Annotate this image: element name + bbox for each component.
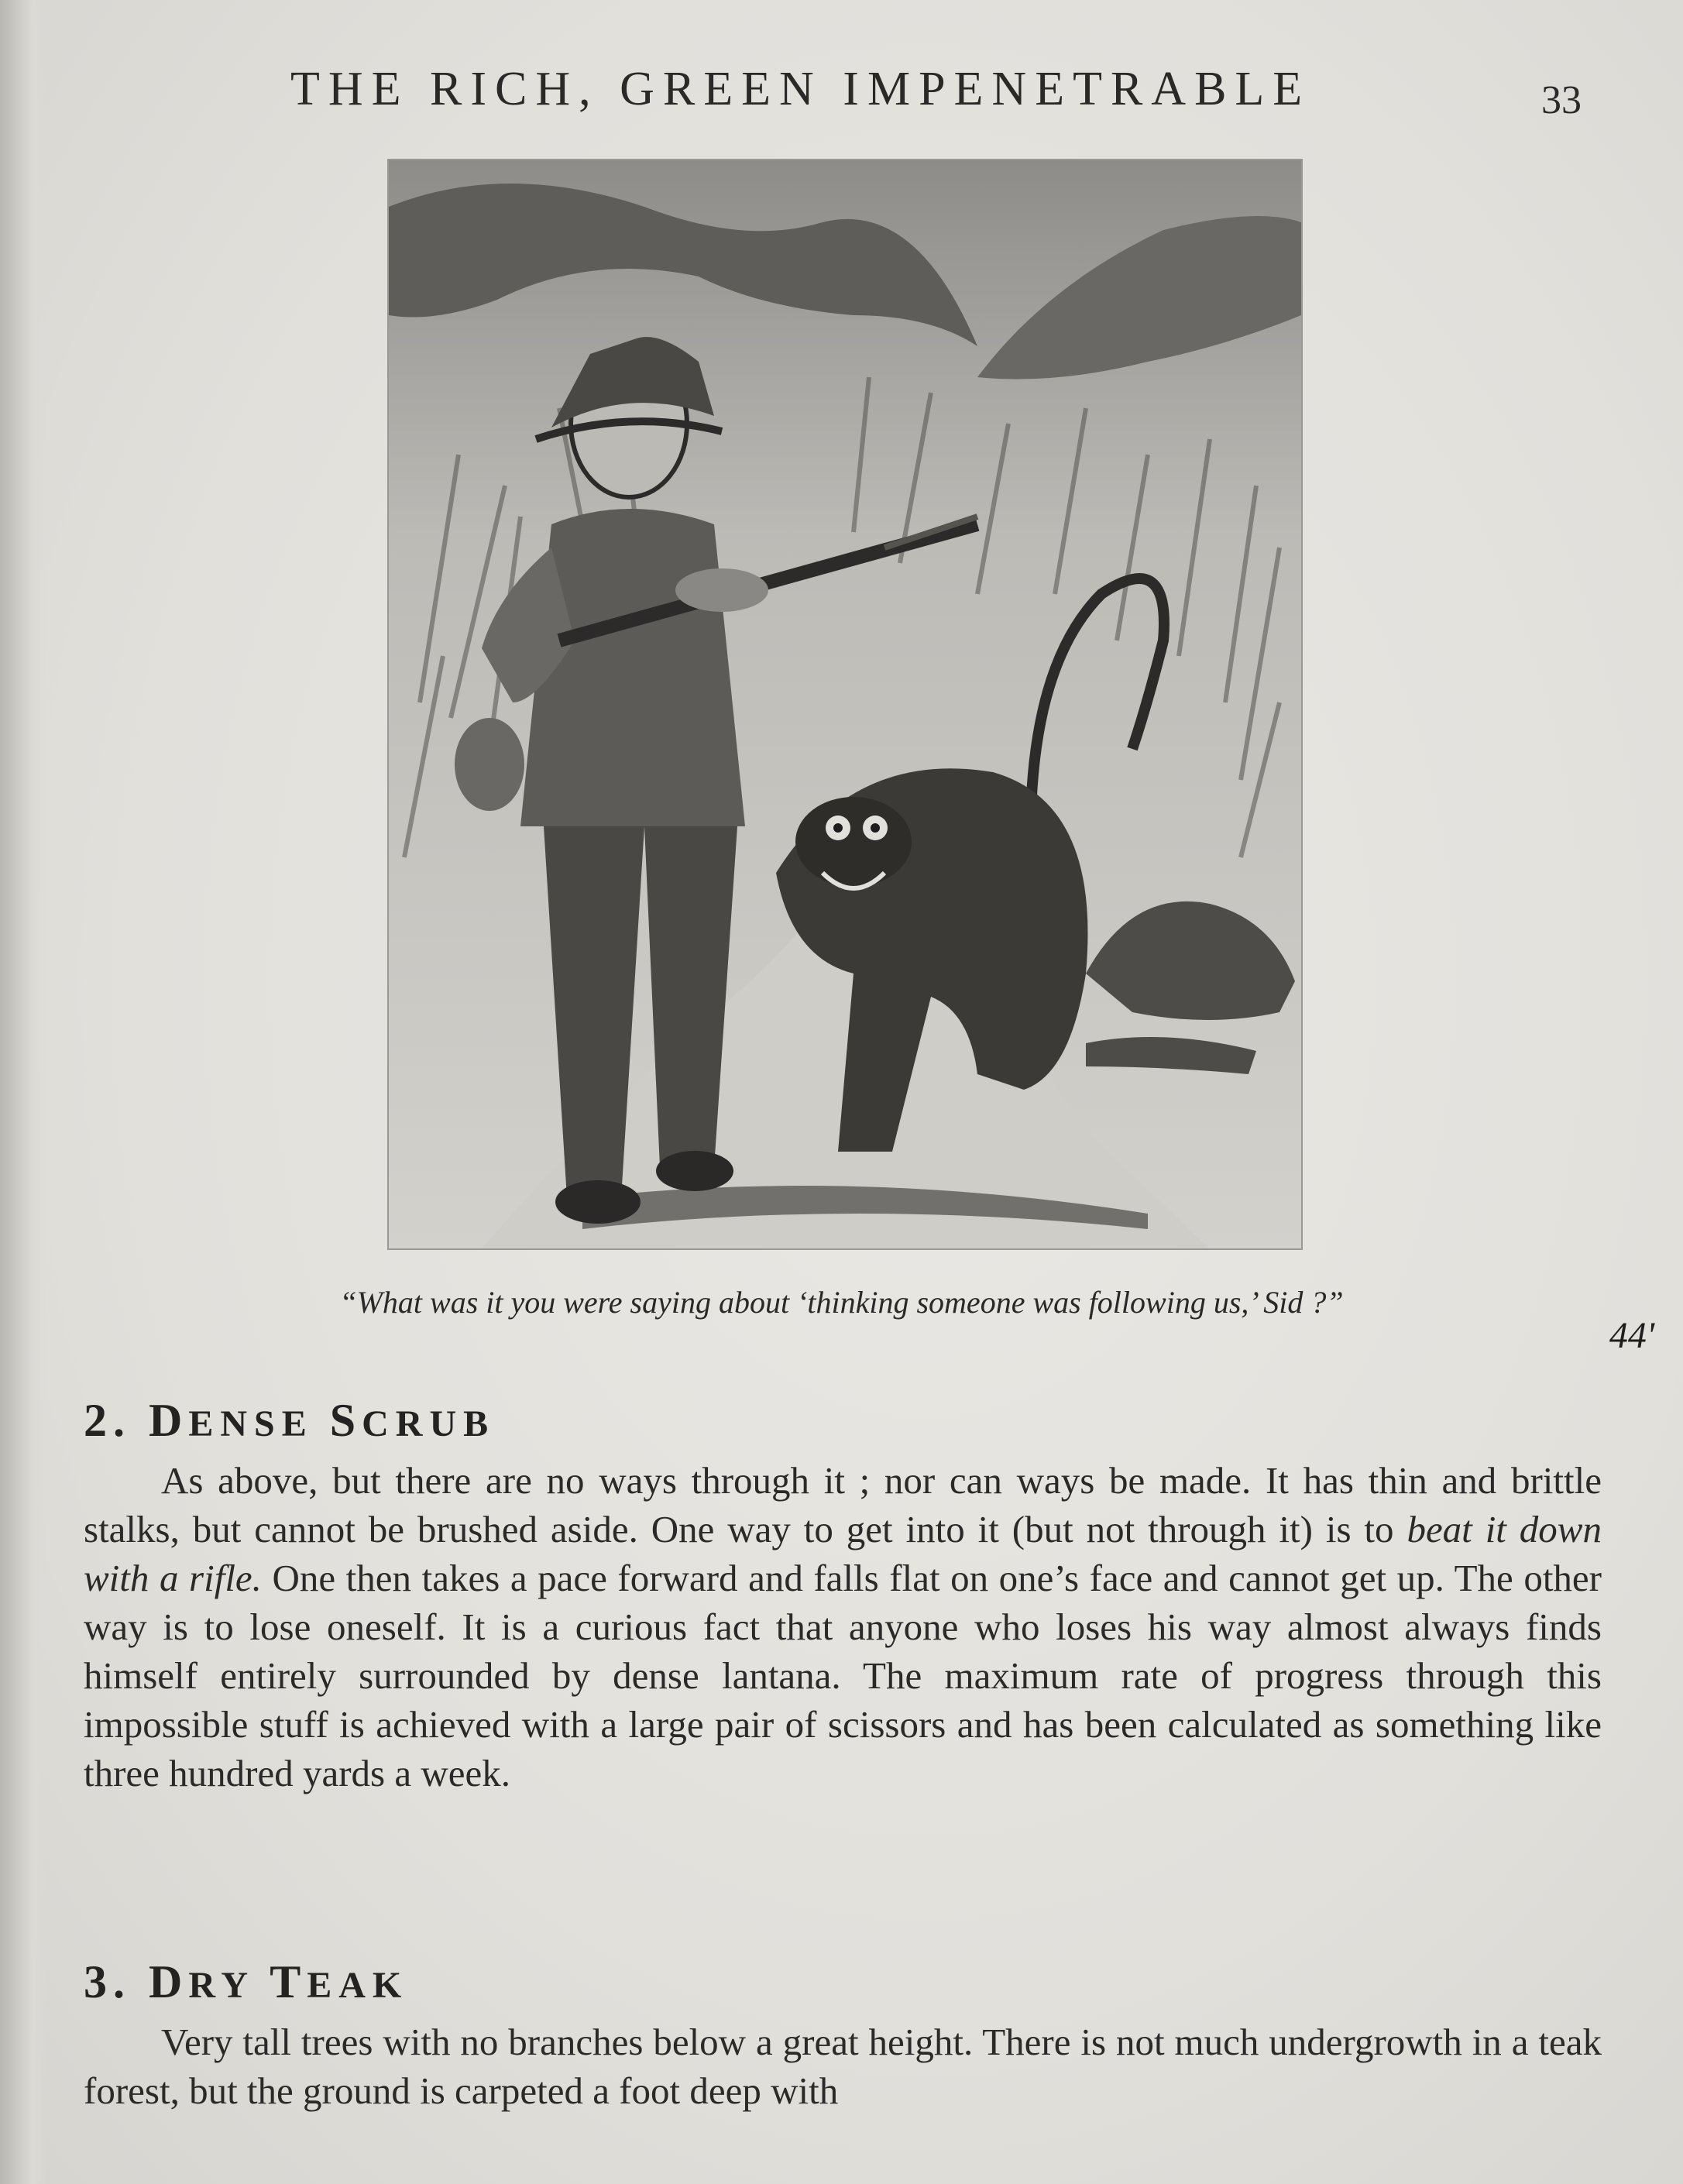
page-number: 33: [1541, 78, 1582, 122]
section-heading: [84, 1394, 1602, 1456]
paragraph-italic-text: beat it down with a rifle.: [84, 1508, 1602, 1599]
section-number: 3.: [84, 1956, 131, 2007]
section-dense-scrub: [84, 1394, 1602, 1798]
section-title-initial: D: [149, 1956, 189, 2007]
section-title-rest: RY: [188, 1965, 270, 2006]
section-title-rest-2: CRUB: [362, 1403, 496, 1444]
paragraph-text-continued: One then takes a pace forward and falls flat on one’s face and cannot get up. The other way is to lose oneself. It is a curious fact that anyone who loses his way almost always finds himself entirely surrounded by dense lantana. The maximum rate of progress through this impossible stuff is achieved with a large pair of scissors and has been calculated as something like three hundred yards a week.: [84, 1557, 1602, 1794]
section-number: 2.: [84, 1395, 131, 1446]
running-head: THE RICH, GREEN IMPENETRABLE: [290, 63, 1311, 115]
section-title-initial: D: [149, 1395, 189, 1446]
page-gutter-shadow: [0, 0, 46, 2184]
paragraph: Very tall trees with no branches below a great height. There is not much undergrowth in a teak forest, but the ground is carpeted a foot deep with: [84, 2021, 1602, 2112]
jungle-cartoon-drawing: [389, 160, 1301, 1248]
paragraph-text: As above, but there are no ways through it ; nor can ways be made. It has thin and brittle stalks, but cannot be brushed aside. One way to get into it (but not through it) is to: [84, 1459, 1602, 1550]
section-title-initial-2: T: [270, 1956, 307, 2007]
section-title-rest-2: EAK: [307, 1965, 409, 2006]
illustration-caption: “What was it you were saying about ‘thinking someone was following us,’ Sid ?”: [339, 1285, 1344, 1320]
section-body: [84, 2017, 1602, 2115]
artist-signature: 44': [1609, 1315, 1655, 1356]
section-dry-teak: [84, 1956, 1602, 2115]
section-title-initial-2: S: [329, 1395, 362, 1446]
section-heading: [84, 1956, 1602, 2017]
section-body: [84, 1456, 1602, 1798]
paragraph: [84, 1456, 1602, 1798]
section-title-rest: ENSE: [188, 1403, 330, 1444]
